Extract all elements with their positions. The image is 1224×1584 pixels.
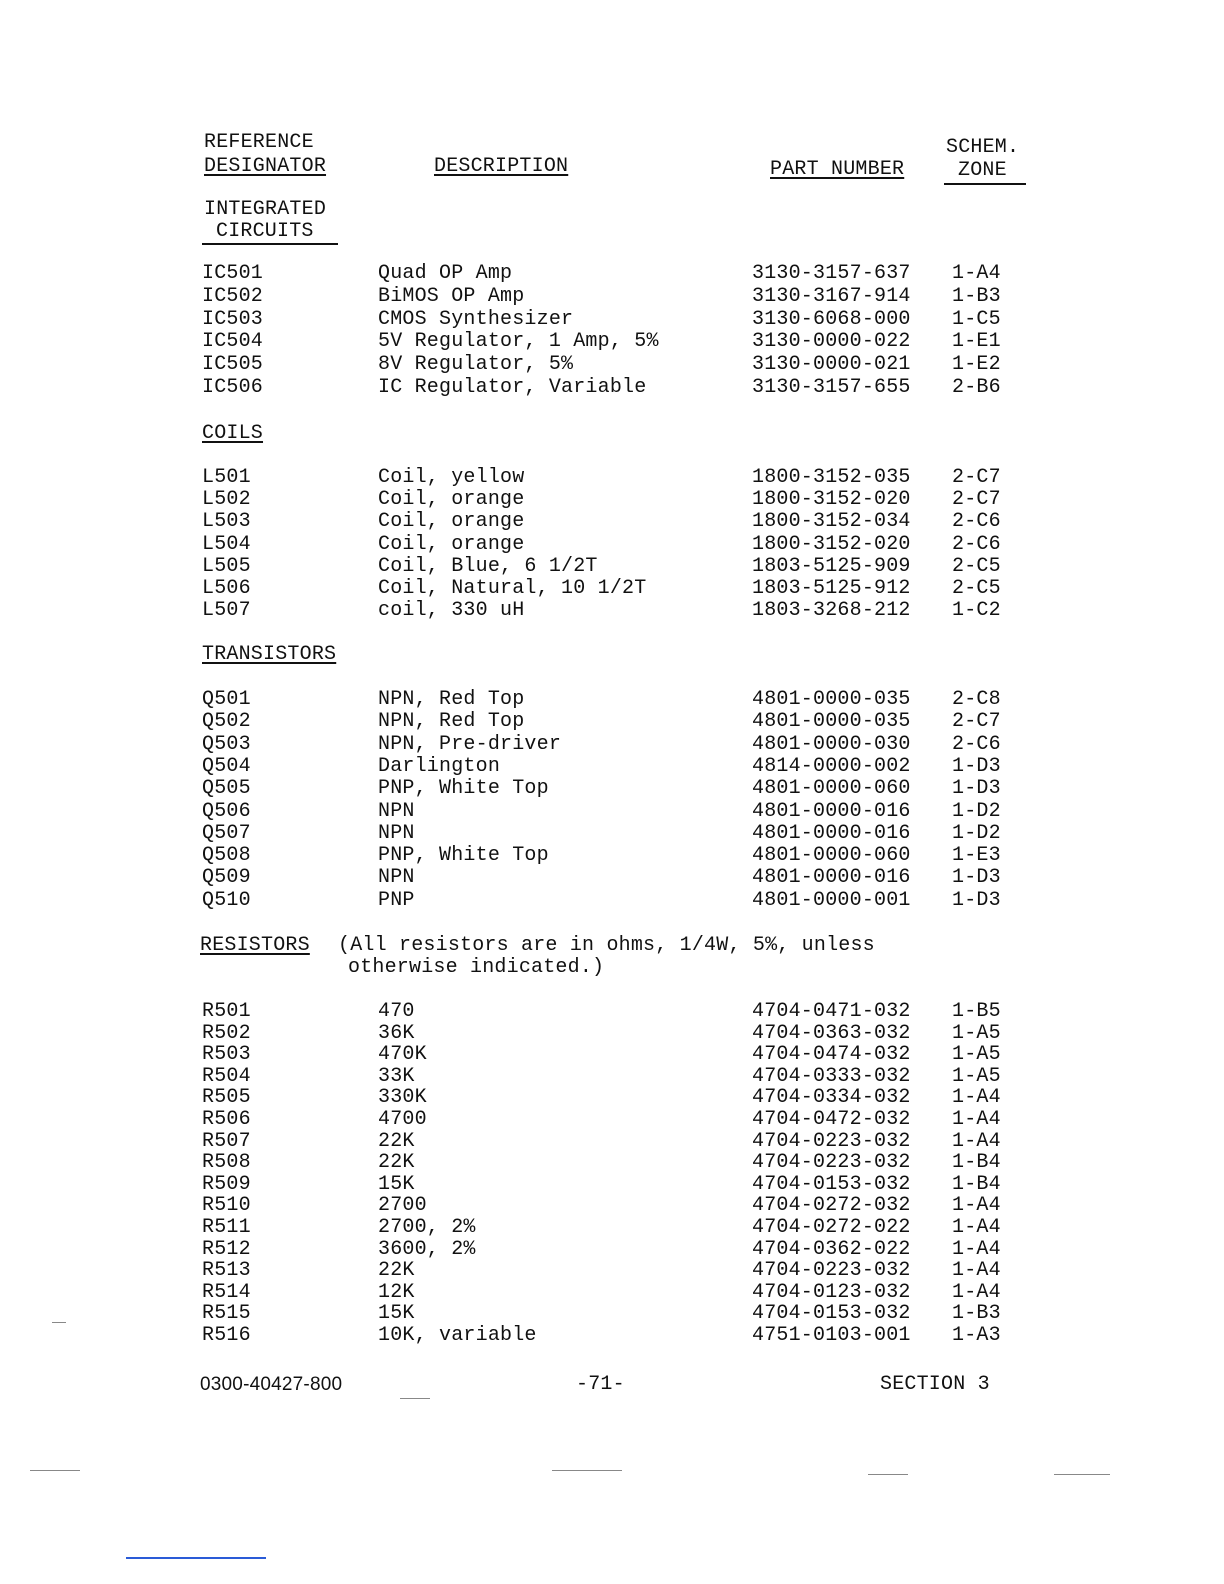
table-row-description: Quad OP Amp <box>378 262 513 285</box>
table-row-schematic-zone: 2-C6 <box>952 532 1001 556</box>
table-row-description: Coil, orange <box>378 532 525 556</box>
table-row-ref-designator: L505 <box>202 554 251 578</box>
table-row-part-number: 1800-3152-034 <box>752 510 911 534</box>
header-designator-label: DESIGNATOR <box>204 155 327 178</box>
header-part-number-label: PART NUMBER <box>770 158 905 181</box>
table-row-description: 22K <box>378 1151 415 1175</box>
table-row-part-number: 4704-0472-032 <box>752 1108 911 1131</box>
scan-speck <box>868 1474 908 1475</box>
table-row-part-number: 4704-0334-032 <box>752 1086 911 1110</box>
table-row-description: PNP <box>378 888 415 912</box>
table-row-ref-designator: Q504 <box>202 754 251 778</box>
table-row-description: Coil, Blue, 6 1/2T <box>378 554 598 578</box>
table-row-schematic-zone: 1-B3 <box>952 284 1001 308</box>
table-row-part-number: 3130-3157-655 <box>752 376 911 399</box>
footer-section: SECTION 3 <box>880 1373 990 1396</box>
table-row-schematic-zone: 1-D3 <box>952 866 1001 890</box>
table-row-ref-designator: R507 <box>202 1129 251 1153</box>
table-row-description: 15K <box>378 1302 415 1326</box>
table-row-schematic-zone: 2-B6 <box>952 376 1001 399</box>
table-row-part-number: 4801-0000-060 <box>752 844 911 868</box>
table-row-description: 10K, variable <box>378 1324 537 1347</box>
table-row-schematic-zone: 2-C5 <box>952 554 1001 578</box>
table-row-schematic-zone: 1-C2 <box>952 599 1001 623</box>
section-title-integrated: INTEGRATED <box>204 198 327 221</box>
table-row-part-number: 3130-3157-637 <box>752 262 911 285</box>
table-row-schematic-zone: 1-B3 <box>952 1302 1001 1326</box>
table-row-ref-designator: L503 <box>202 510 251 534</box>
table-row-ref-designator: R510 <box>202 1194 251 1218</box>
table-row-description: 36K <box>378 1021 415 1045</box>
table-row-schematic-zone: 1-A5 <box>952 1021 1001 1045</box>
table-row-part-number: 4704-0362-022 <box>752 1237 911 1261</box>
table-row-ref-designator: R506 <box>202 1108 251 1131</box>
table-row-ref-designator: R501 <box>202 1000 251 1023</box>
table-row-part-number: 4801-0000-016 <box>752 866 911 890</box>
table-row-ref-designator: L506 <box>202 577 251 600</box>
table-row-ref-designator: R516 <box>202 1324 251 1347</box>
table-row-part-number: 1800-3152-020 <box>752 532 911 556</box>
table-row-schematic-zone: 1-D3 <box>952 888 1001 912</box>
table-row-part-number: 1800-3152-020 <box>752 488 911 512</box>
table-row-schematic-zone: 1-C5 <box>952 307 1001 331</box>
table-row-schematic-zone: 1-A4 <box>952 1259 1001 1283</box>
table-row-schematic-zone: 1-A4 <box>952 262 1001 285</box>
table-row-part-number: 1803-3268-212 <box>752 599 911 623</box>
table-row-ref-designator: R502 <box>202 1021 251 1045</box>
table-row-part-number: 4801-0000-001 <box>752 888 911 912</box>
table-row-description: Coil, orange <box>378 510 525 534</box>
table-row-schematic-zone: 1-A4 <box>952 1237 1001 1261</box>
table-row-part-number: 4801-0000-035 <box>752 710 911 734</box>
table-row-schematic-zone: 1-B5 <box>952 1000 1001 1023</box>
footer-doc-number: 0300-40427-800 <box>200 1374 343 1395</box>
table-row-schematic-zone: 1-D2 <box>952 821 1001 845</box>
table-row-description: PNP, White Top <box>378 844 549 868</box>
section-title-circuits: CIRCUITS <box>216 220 314 243</box>
table-row-description: Coil, yellow <box>378 466 525 489</box>
table-row-part-number: 3130-3167-914 <box>752 284 911 308</box>
scan-speck <box>552 1470 622 1471</box>
table-row-ref-designator: L502 <box>202 488 251 512</box>
table-row-description: 12K <box>378 1280 415 1304</box>
table-row-schematic-zone: 2-C7 <box>952 710 1001 734</box>
table-row-ref-designator: Q509 <box>202 866 251 890</box>
table-row-ref-designator: R515 <box>202 1302 251 1326</box>
table-row-schematic-zone: 2-C6 <box>952 732 1001 756</box>
table-row-schematic-zone: 1-B4 <box>952 1151 1001 1175</box>
table-row-ref-designator: IC504 <box>202 330 264 354</box>
table-row-schematic-zone: 1-A5 <box>952 1043 1001 1067</box>
table-row-schematic-zone: 1-E2 <box>952 353 1001 377</box>
table-row-schematic-zone: 2-C7 <box>952 466 1001 489</box>
table-row-description: IC Regulator, Variable <box>378 376 647 399</box>
table-row-description: NPN <box>378 866 415 890</box>
resistors-note-line2: otherwise indicated.) <box>348 956 605 979</box>
table-row-schematic-zone: 1-A4 <box>952 1086 1001 1110</box>
table-row-part-number: 4704-0223-032 <box>752 1129 911 1153</box>
table-row-schematic-zone: 1-A4 <box>952 1216 1001 1239</box>
table-row-schematic-zone: 1-E3 <box>952 844 1001 868</box>
table-row-part-number: 1803-5125-909 <box>752 554 911 578</box>
table-row-part-number: 4704-0153-032 <box>752 1172 911 1196</box>
table-row-description: PNP, White Top <box>378 777 549 801</box>
table-row-schematic-zone: 1-D3 <box>952 777 1001 801</box>
table-row-part-number: 3130-0000-021 <box>752 353 911 377</box>
table-row-description: 470 <box>378 1000 415 1023</box>
table-row-description: NPN, Pre-driver <box>378 732 562 756</box>
table-row-part-number: 4814-0000-002 <box>752 754 911 778</box>
table-row-description: 15K <box>378 1172 415 1196</box>
table-row-part-number: 4704-0223-032 <box>752 1259 911 1283</box>
table-row-description: 330K <box>378 1086 427 1110</box>
table-row-description: 22K <box>378 1129 415 1153</box>
table-row-ref-designator: Q505 <box>202 777 251 801</box>
table-row-description: NPN, Red Top <box>378 710 525 734</box>
table-row-ref-designator: R505 <box>202 1086 251 1110</box>
table-row-part-number: 1803-5125-912 <box>752 577 911 600</box>
table-row-ref-designator: Q508 <box>202 844 251 868</box>
table-row-schematic-zone: 1-A4 <box>952 1194 1001 1218</box>
table-row-schematic-zone: 1-D3 <box>952 754 1001 778</box>
table-row-ref-designator: IC501 <box>202 262 264 285</box>
table-row-schematic-zone: 1-A5 <box>952 1064 1001 1088</box>
table-row-ref-designator: R513 <box>202 1259 251 1283</box>
table-row-description: BiMOS OP Amp <box>378 284 525 308</box>
table-row-schematic-zone: 1-A4 <box>952 1108 1001 1131</box>
table-row-ref-designator: R514 <box>202 1280 251 1304</box>
header-zone-label: ZONE <box>958 159 1007 182</box>
table-row-ref-designator: IC503 <box>202 307 264 331</box>
table-row-description: 470K <box>378 1043 427 1067</box>
table-row-ref-designator: L504 <box>202 532 251 556</box>
table-row-schematic-zone: 1-E1 <box>952 330 1001 354</box>
table-row-ref-designator: IC506 <box>202 376 264 399</box>
table-row-part-number: 4801-0000-060 <box>752 777 911 801</box>
section-title-transistors: TRANSISTORS <box>202 643 337 666</box>
table-row-part-number: 4704-0223-032 <box>752 1151 911 1175</box>
table-row-part-number: 4704-0153-032 <box>752 1302 911 1326</box>
table-row-description: Darlington <box>378 754 501 778</box>
table-row-part-number: 4751-0103-001 <box>752 1324 911 1347</box>
table-row-ref-designator: IC505 <box>202 353 264 377</box>
table-row-ref-designator: R508 <box>202 1151 251 1175</box>
table-row-ref-designator: Q507 <box>202 821 251 845</box>
edge-blue-line <box>126 1557 266 1559</box>
table-row-description: Coil, orange <box>378 488 525 512</box>
table-row-description: 33K <box>378 1064 415 1088</box>
table-row-description: 2700 <box>378 1194 427 1218</box>
table-row-schematic-zone: 2-C7 <box>952 488 1001 512</box>
table-row-part-number: 4704-0363-032 <box>752 1021 911 1045</box>
table-row-part-number: 4801-0000-030 <box>752 732 911 756</box>
table-row-part-number: 4801-0000-016 <box>752 799 911 823</box>
table-row-schematic-zone: 1-D2 <box>952 799 1001 823</box>
table-row-part-number: 4704-0471-032 <box>752 1000 911 1023</box>
table-row-ref-designator: Q503 <box>202 732 251 756</box>
table-row-part-number: 4801-0000-016 <box>752 821 911 845</box>
table-row-description: CMOS Synthesizer <box>378 307 574 331</box>
table-row-ref-designator: Q502 <box>202 710 251 734</box>
section-ic-underline <box>202 243 338 245</box>
table-row-part-number: 4801-0000-035 <box>752 688 911 711</box>
table-row-description: coil, 330 uH <box>378 599 525 623</box>
table-row-ref-designator: R512 <box>202 1237 251 1261</box>
table-row-schematic-zone: 2-C6 <box>952 510 1001 534</box>
table-row-ref-designator: Q501 <box>202 688 251 711</box>
table-row-part-number: 4704-0272-032 <box>752 1194 911 1218</box>
table-row-description: NPN <box>378 821 415 845</box>
table-row-ref-designator: IC502 <box>202 284 264 308</box>
table-row-schematic-zone: 1-B4 <box>952 1172 1001 1196</box>
table-row-ref-designator: L501 <box>202 466 251 489</box>
table-row-ref-designator: R511 <box>202 1216 251 1239</box>
table-row-ref-designator: L507 <box>202 599 251 623</box>
table-row-ref-designator: R509 <box>202 1172 251 1196</box>
footer-page-number: -71- <box>576 1373 625 1396</box>
table-row-description: NPN <box>378 799 415 823</box>
table-row-description: 8V Regulator, 5% <box>378 353 574 377</box>
table-row-schematic-zone: 2-C8 <box>952 688 1001 711</box>
scan-speck <box>400 1398 430 1399</box>
table-row-ref-designator: Q510 <box>202 888 251 912</box>
table-row-part-number: 4704-0474-032 <box>752 1043 911 1067</box>
table-row-schematic-zone: 2-C5 <box>952 577 1001 600</box>
table-row-description: NPN, Red Top <box>378 688 525 711</box>
table-row-part-number: 1800-3152-035 <box>752 466 911 489</box>
table-row-part-number: 4704-0333-032 <box>752 1064 911 1088</box>
section-title-resistors: RESISTORS <box>200 934 310 957</box>
header-schem-label: SCHEM. <box>946 136 1020 159</box>
table-row-schematic-zone: 1-A4 <box>952 1280 1001 1304</box>
table-row-ref-designator: R503 <box>202 1043 251 1067</box>
table-row-ref-designator: R504 <box>202 1064 251 1088</box>
table-row-description: 3600, 2% <box>378 1237 476 1261</box>
section-title-coils: COILS <box>202 422 264 445</box>
header-zone-underline <box>944 183 1026 185</box>
table-row-part-number: 4704-0123-032 <box>752 1280 911 1304</box>
header-description-label: DESCRIPTION <box>434 155 569 178</box>
scan-speck <box>30 1470 80 1471</box>
table-row-description: 2700, 2% <box>378 1216 476 1239</box>
table-row-description: 4700 <box>378 1108 427 1131</box>
header-reference-label: REFERENCE <box>204 131 314 154</box>
table-row-ref-designator: Q506 <box>202 799 251 823</box>
table-row-description: Coil, Natural, 10 1/2T <box>378 577 647 600</box>
table-row-description: 22K <box>378 1259 415 1283</box>
scan-speck <box>1054 1474 1110 1475</box>
table-row-description: 5V Regulator, 1 Amp, 5% <box>378 330 659 354</box>
table-row-part-number: 3130-6068-000 <box>752 307 911 331</box>
table-row-schematic-zone: 1-A4 <box>952 1129 1001 1153</box>
scan-speck <box>52 1322 66 1323</box>
table-row-part-number: 3130-0000-022 <box>752 330 911 354</box>
table-row-schematic-zone: 1-A3 <box>952 1324 1001 1347</box>
resistors-note-line1: (All resistors are in ohms, 1/4W, 5%, unless <box>338 934 875 957</box>
table-row-part-number: 4704-0272-022 <box>752 1216 911 1239</box>
